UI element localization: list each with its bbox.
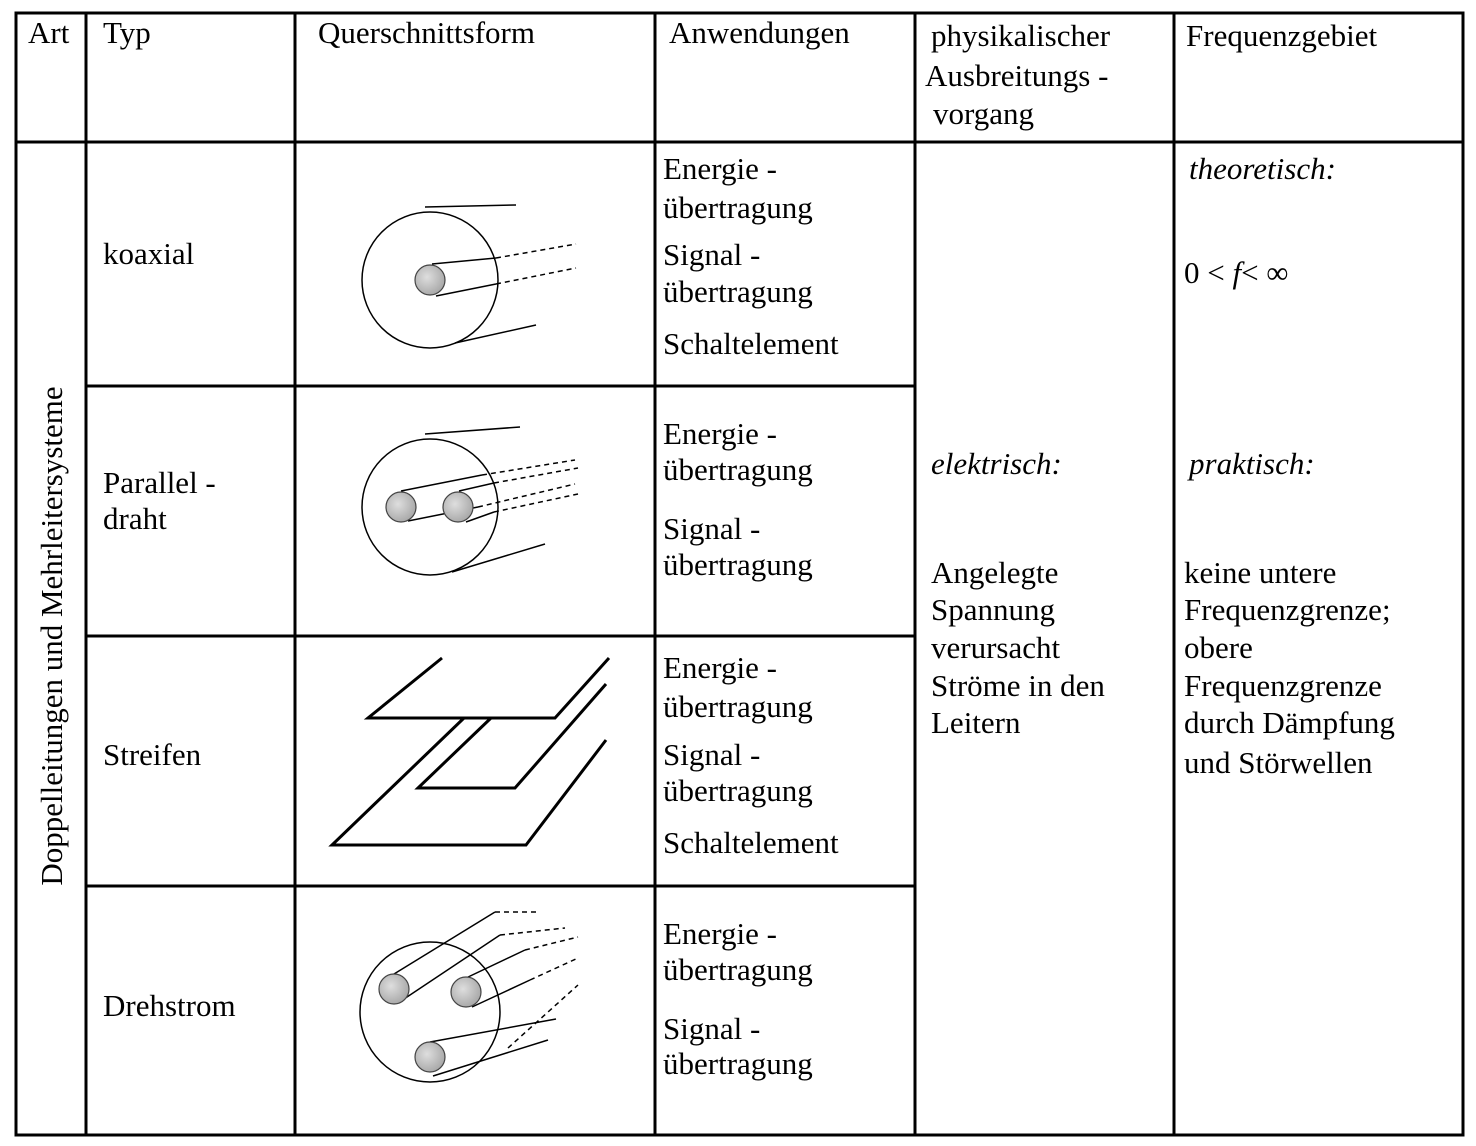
header-ausbreitung-line-3: vorgang — [933, 96, 1035, 131]
anwendung-r1-4: übertragung — [663, 274, 813, 309]
formula-lt-2: < — [1241, 255, 1259, 290]
typ-drehstrom: Drehstrom — [103, 988, 236, 1023]
anwendung-r3-1: Energie - — [663, 650, 777, 685]
typ-streifen: Streifen — [103, 737, 202, 772]
header-anwendungen: Anwendungen — [669, 15, 850, 50]
anwendung-r4-3: Signal - — [663, 1011, 761, 1046]
header-ausbreitung-line-2: Ausbreitungs - — [925, 58, 1109, 93]
strip-line-figure — [332, 658, 609, 845]
anwendung-r3-5: Schaltelement — [663, 825, 839, 860]
formula-zero: 0 — [1184, 255, 1200, 290]
anwendung-r1-5: Schaltelement — [663, 326, 839, 361]
frequenz-praktisch-5: durch Dämpfung — [1184, 705, 1395, 740]
three-phase-figure — [360, 912, 578, 1082]
header-art: Art — [28, 15, 70, 50]
ausbreitung-text-5: Leitern — [931, 705, 1021, 740]
anwendung-r2-3: Signal - — [663, 511, 761, 546]
anwendung-r4-4: übertragung — [663, 1046, 813, 1081]
ausbreitung-text-4: Ströme in den — [931, 668, 1105, 703]
formula-f: f — [1232, 255, 1242, 290]
anwendung-r3-2: übertragung — [663, 689, 813, 724]
ausbreitung-heading: elektrisch: — [931, 446, 1062, 481]
anwendung-r4-2: übertragung — [663, 952, 813, 987]
parallel-wire-figure — [362, 427, 578, 575]
header-querschnittsform: Querschnittsform — [318, 15, 535, 50]
frequenz-theoretisch-heading: theoretisch: — [1189, 151, 1336, 186]
typ-parallel-line-2: draht — [103, 501, 167, 536]
anwendung-r4-1: Energie - — [663, 916, 777, 951]
frequenz-praktisch-1: keine untere — [1184, 555, 1337, 590]
anwendung-r1-2: übertragung — [663, 190, 813, 225]
frequenz-praktisch-6: und Störwellen — [1184, 745, 1373, 780]
anwendung-r2-1: Energie - — [663, 416, 777, 451]
header-typ: Typ — [103, 15, 151, 50]
anwendung-r2-4: übertragung — [663, 547, 813, 582]
formula-lt: < — [1207, 255, 1225, 290]
ausbreitung-text-3: verursacht — [931, 630, 1061, 665]
formula-infinity: ∞ — [1266, 255, 1289, 290]
anwendung-r2-2: übertragung — [663, 452, 813, 487]
art-label: Doppelleitungen und Mehrleitersysteme — [34, 386, 69, 886]
typ-parallel-line-1: Parallel - — [103, 465, 216, 500]
anwendung-r1-3: Signal - — [663, 237, 761, 272]
frequenz-praktisch-4: Frequenzgrenze — [1184, 668, 1382, 703]
header-frequenzgebiet: Frequenzgebiet — [1186, 18, 1378, 53]
header-ausbreitung-line-1: physikalischer — [931, 18, 1111, 53]
anwendung-r1-1: Energie - — [663, 151, 777, 186]
anwendung-r3-3: Signal - — [663, 737, 761, 772]
typ-koaxial: koaxial — [103, 236, 195, 271]
frequenz-praktisch-heading: praktisch: — [1189, 446, 1315, 481]
frequenz-theoretisch-formula — [1184, 254, 1288, 291]
anwendung-r3-4: übertragung — [663, 773, 813, 808]
ausbreitung-text-2: Spannung — [931, 592, 1055, 627]
ausbreitung-text-1: Angelegte — [931, 555, 1059, 590]
frequenz-praktisch-2: Frequenzgrenze; — [1184, 592, 1391, 627]
coaxial-figure — [362, 205, 576, 348]
frequenz-praktisch-3: obere — [1184, 630, 1253, 665]
